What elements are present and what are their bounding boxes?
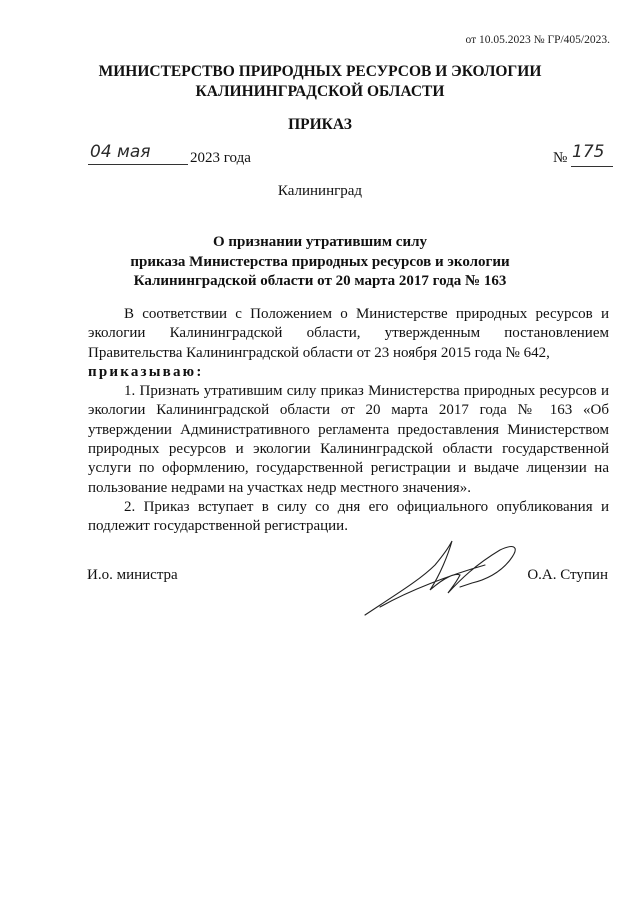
handwritten-signature — [360, 535, 530, 620]
ministry-name-line1: МИНИСТЕРСТВО ПРИРОДНЫХ РЕСУРСОВ И ЭКОЛОГИИ — [98, 63, 542, 80]
city: Калининград — [277, 183, 363, 199]
decree-word: приказываю: — [88, 363, 204, 380]
ministry-name — [0, 62, 640, 102]
year-text: 2023 года — [190, 150, 251, 166]
document-type: ПРИКАЗ — [288, 116, 352, 133]
date-underline — [88, 164, 188, 165]
document-reference: от 10.05.2023 № ГР/405/2023. — [465, 34, 610, 46]
preamble: В соответствии с Положением о Министерстве природных ресурсов и экологии Калининградской области, утвержденным постановлением Правительства Калининградской области от 23 ноября 2015 года № 642, — [88, 306, 609, 361]
document-subject — [0, 233, 640, 292]
handwritten-number: 175 — [572, 142, 605, 162]
order-item-2: 2. Приказ вступает в силу со дня его официального опубликования и подлежит государственной регистрации. — [88, 498, 609, 535]
ministry-name-line2: КАЛИНИНГРАДСКОЙ ОБЛАСТИ — [195, 83, 445, 100]
document-body — [88, 305, 609, 537]
order-item-1: 1. Признать утратившим силу приказ Министерства природных ресурсов и экологии Калининградской области от 20 марта 2017 года № 163 «Об утверждении Административного регламента предоставления Министерством природных ресурсов и экологии Калининградской области государственной услуги по оформлению, государственной регистрации и выдаче лицензии на пользование недрами на участках недр местного значения». — [88, 383, 609, 496]
number-underline — [571, 166, 613, 167]
subject-line2: приказа Министерства природных ресурсов и экологии — [130, 253, 510, 270]
decree-line — [88, 363, 609, 382]
subject-line3: Калининградской области от 20 марта 2017 года № 163 — [133, 273, 507, 289]
signatory-role: И.о. министра — [87, 567, 178, 583]
number-sign: № — [553, 150, 568, 166]
signatory-name: О.А. Ступин — [527, 567, 608, 583]
subject-line1: О признании утратившим силу — [213, 234, 427, 250]
handwritten-date: 04 мая — [90, 142, 151, 162]
